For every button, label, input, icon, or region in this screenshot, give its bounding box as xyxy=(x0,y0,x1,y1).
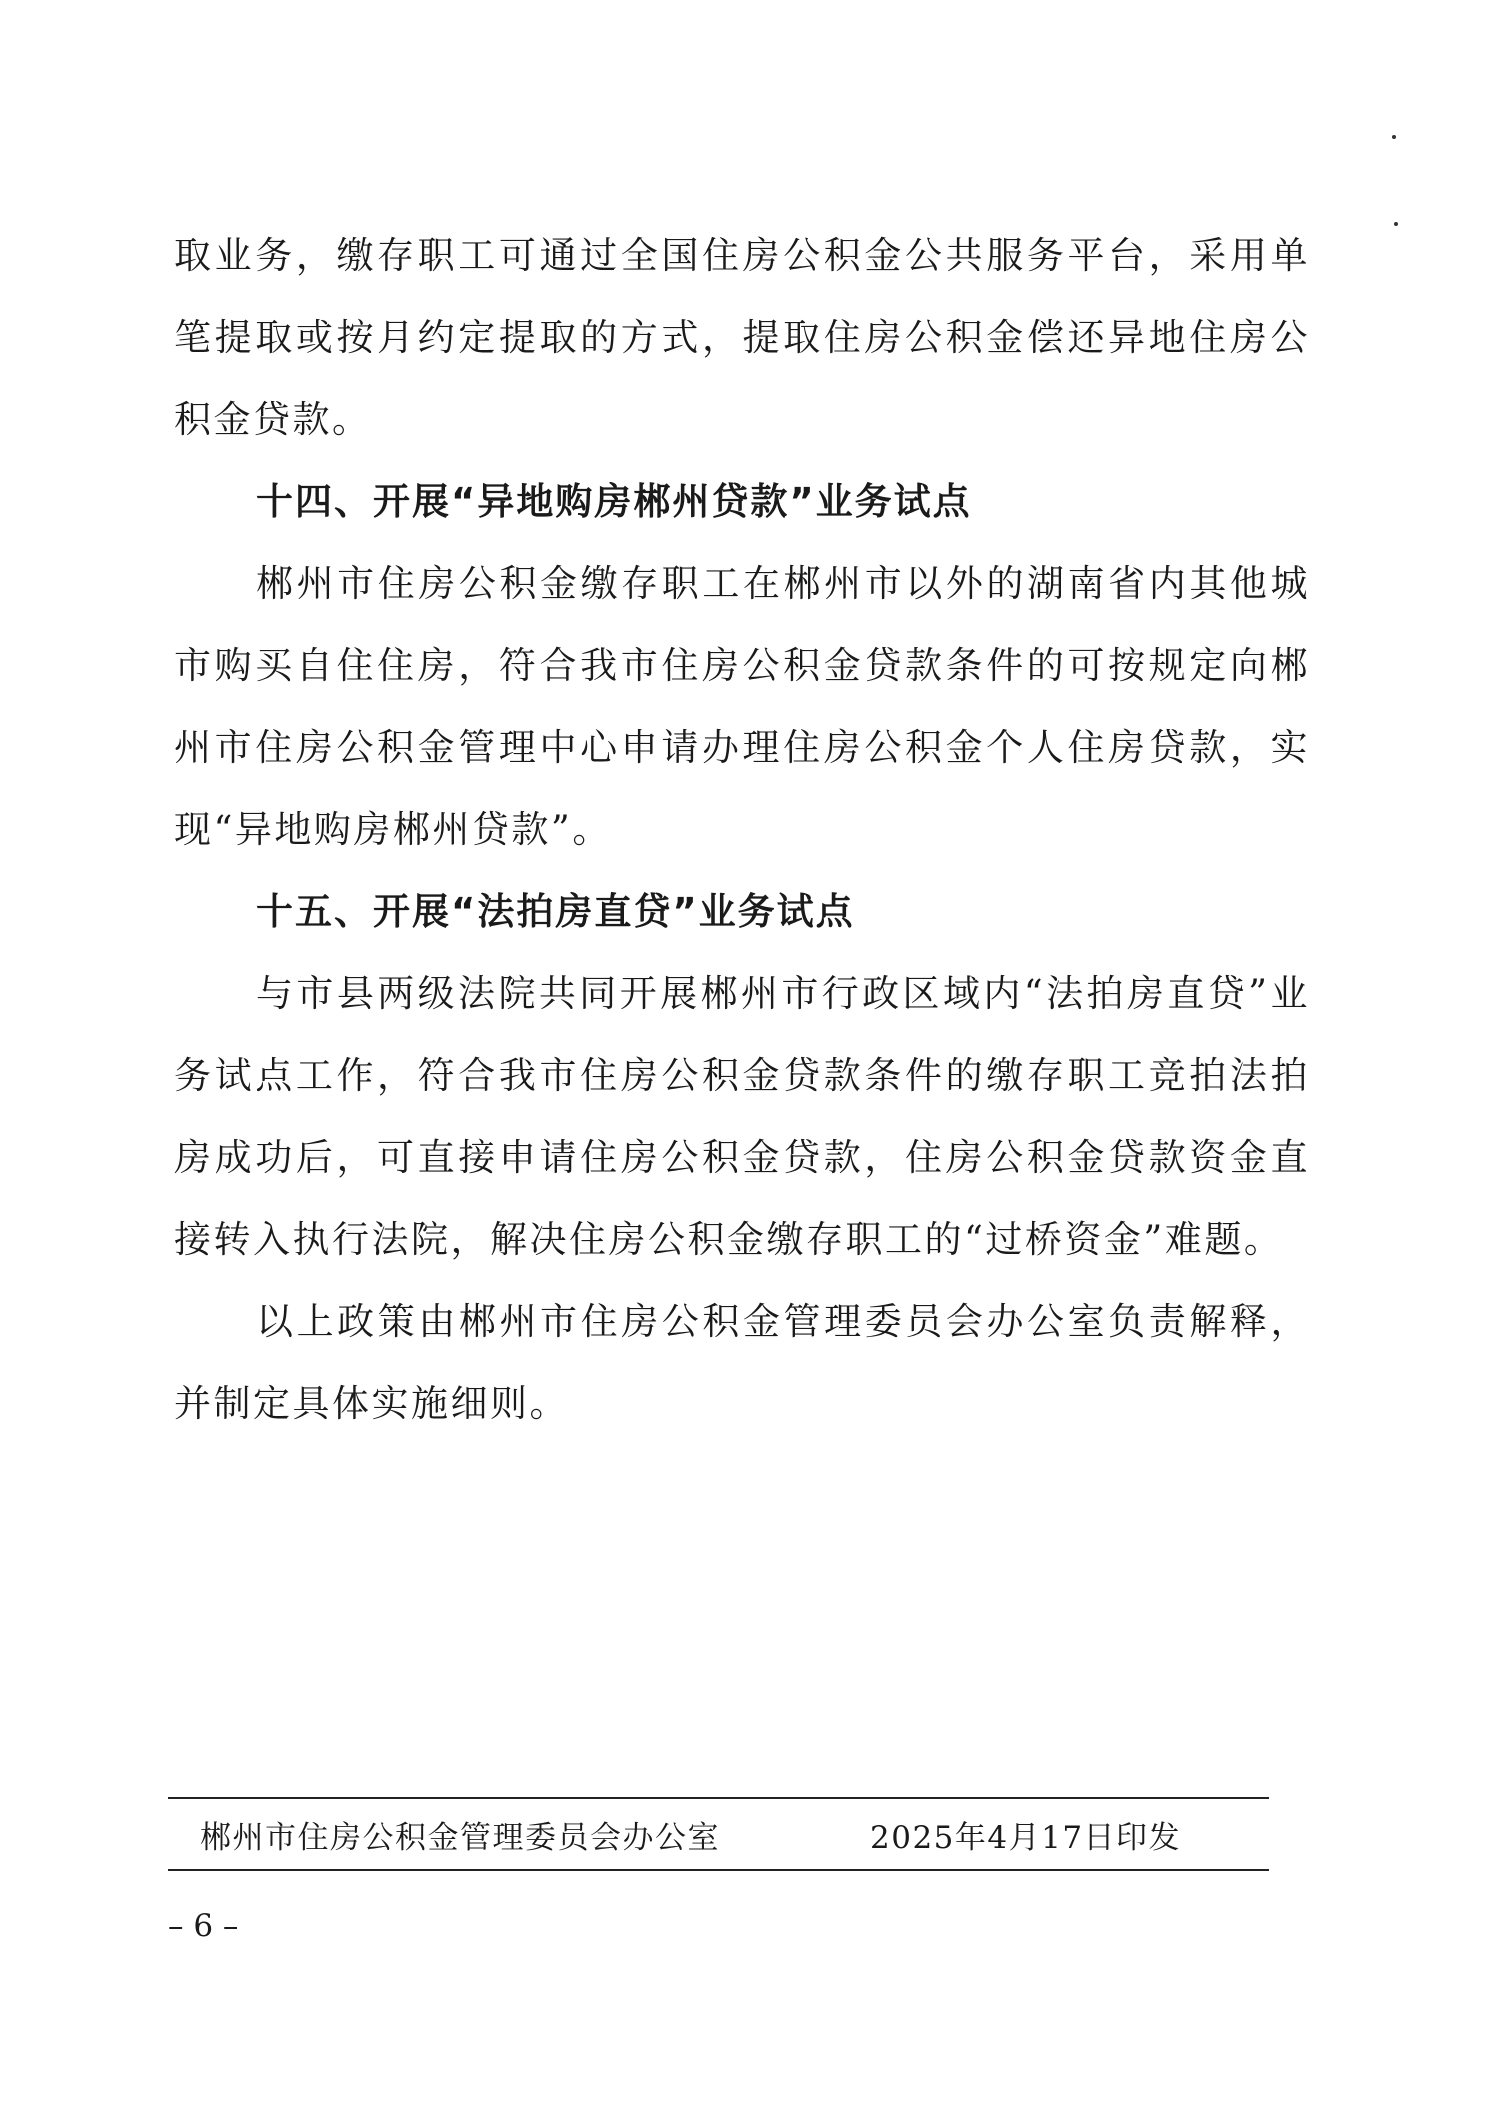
footer-bottom-rule xyxy=(168,1869,1269,1871)
section-heading-14: 十四、开展“异地购房郴州贷款”业务试点 xyxy=(256,480,972,523)
paragraph-interpretation: 以上政策由郴州市住房公积金管理委员会办公室负责解释，并制定具体实施细则。 xyxy=(174,1300,1310,1425)
footer-top-rule xyxy=(168,1797,1269,1799)
document-body xyxy=(174,215,1310,1445)
section-heading-15: 十五、开展“法拍房直贷”业务试点 xyxy=(256,890,855,933)
paragraph-continuation: 取业务，缴存职工可通过全国住房公积金公共服务平台，采用单笔提取或按月约定提取的方式，提取住房公积金偿还异地住房公积金贷款。 xyxy=(174,234,1310,441)
paragraph-section-15: 与市县两级法院共同开展郴州市行政区域内“法拍房直贷”业务试点工作，符合我市住房公积金贷款条件的缴存职工竞拍法拍房成功后，可直接申请住房公积金贷款，住房公积金贷款资金直接转入执行法院，解决住房公积金缴存职工的“过桥资金”难题。 xyxy=(174,972,1310,1261)
paragraph-section-14: 郴州市住房公积金缴存职工在郴州市以外的湖南省内其他城市购买自住住房，符合我市住房公积金贷款条件的可按规定向郴州市住房公积金管理中心申请办理住房公积金个人住房贷款，实现“异地购房郴州贷款”。 xyxy=(174,562,1310,851)
page-number: – 6 – xyxy=(168,1908,239,1944)
scan-speck xyxy=(1392,135,1396,139)
scan-speck xyxy=(1394,222,1398,226)
footer-issuer: 郴州市住房公积金管理委员会办公室 xyxy=(200,1820,720,1856)
footer-issue-line xyxy=(200,1812,1240,1864)
footer-issue-date: 2025年4月17日印发 xyxy=(870,1820,1182,1856)
